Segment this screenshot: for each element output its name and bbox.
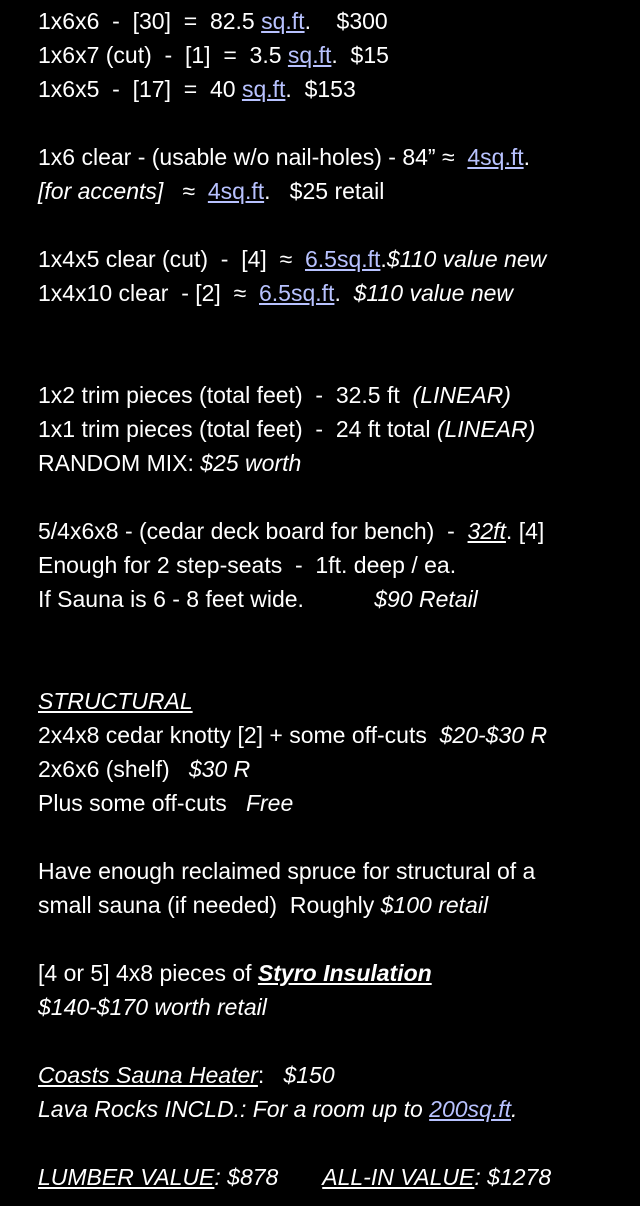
text-line <box>38 174 638 208</box>
text-line <box>38 140 638 174</box>
text-segment: . $15 <box>331 42 389 68</box>
spacer <box>38 480 638 514</box>
text-segment: Styro Insulation <box>257 960 432 986</box>
spacer <box>38 922 638 956</box>
text-line <box>38 1160 638 1194</box>
text-segment: Enough for 2 step-seats - 1ft. deep / ea. <box>38 552 457 578</box>
text-segment: $110 value new <box>386 246 547 272</box>
text-line <box>38 752 638 786</box>
text-line <box>38 1092 638 1126</box>
text-segment: $110 value new <box>353 280 514 306</box>
text-segment: Coasts Sauna Heater <box>38 1062 258 1088</box>
text-segment: 1x6x5 - [17] = 40 <box>38 76 242 102</box>
text-segment: . <box>511 1096 518 1122</box>
spacer <box>38 310 638 378</box>
text-segment: : $1278 <box>474 1164 552 1190</box>
text-segment: Lava Rocks INCLD.: For a room up to <box>38 1096 430 1122</box>
text-segment: $140-$170 worth retail <box>38 994 267 1020</box>
text-segment: . <box>380 246 387 272</box>
text-segment: . $25 retail <box>264 178 385 204</box>
text-segment: $25 worth <box>200 450 302 476</box>
text-line <box>38 582 638 616</box>
area-link[interactable]: sq.ft <box>241 76 286 102</box>
area-link[interactable]: sq.ft <box>287 42 332 68</box>
text-segment: $90 Retail <box>374 586 478 612</box>
text-segment: $150 <box>283 1062 335 1088</box>
area-link[interactable]: 6.5sq.ft <box>304 246 381 272</box>
text-segment: 2x6x6 (shelf) <box>38 756 189 782</box>
text-line <box>38 242 638 276</box>
text-segment: [for accents] <box>38 178 164 204</box>
text-line <box>38 412 638 446</box>
text-segment: . [4] <box>505 518 545 544</box>
text-segment: 2x4x8 cedar knotty [2] + some off-cuts <box>38 722 440 748</box>
area-link[interactable]: 200sq.ft <box>429 1096 511 1122</box>
spacer <box>38 208 638 242</box>
text-segment: Have enough reclaimed spruce for structural of a <box>38 858 536 884</box>
text-segment: 32ft <box>467 518 506 544</box>
text-segment: . $300 <box>304 8 388 34</box>
text-segment: (LINEAR) <box>412 382 511 408</box>
text-line <box>38 72 638 106</box>
text-line <box>38 990 638 1024</box>
text-line <box>38 956 638 990</box>
text-segment: Free <box>245 790 294 816</box>
text-segment: $30 R <box>188 756 251 782</box>
spacer <box>38 616 638 684</box>
text-segment: ALL-IN VALUE <box>322 1164 475 1190</box>
spacer <box>38 1126 638 1160</box>
text-segment: 1x6 clear - (usable w/o nail-holes) - 84” ≈ <box>38 144 468 170</box>
text-segment: : <box>257 1062 284 1088</box>
text-segment: 5/4x6x8 - (cedar deck board for bench) - <box>38 518 468 544</box>
text-segment: If Sauna is 6 - 8 feet wide. <box>38 586 375 612</box>
text-segment: . $153 <box>285 76 356 102</box>
text-segment: 1x1 trim pieces (total feet) - 24 ft total <box>38 416 437 442</box>
text-line <box>38 514 638 548</box>
text-line <box>38 718 638 752</box>
text-line <box>38 378 638 412</box>
text-line <box>38 854 638 888</box>
area-link[interactable]: 6.5sq.ft <box>259 280 335 306</box>
text-segment: STRUCTURAL <box>38 688 193 714</box>
text-segment: $20-$30 R <box>439 722 548 748</box>
area-link[interactable]: 4sq.ft <box>467 144 524 170</box>
text-segment: : $878 <box>214 1164 323 1190</box>
text-line <box>38 786 638 820</box>
document-body <box>38 4 638 1194</box>
text-segment: $100 retail <box>380 892 489 918</box>
text-line <box>38 446 638 480</box>
area-link[interactable]: sq.ft <box>261 8 305 34</box>
text-segment: ≈ <box>163 178 208 204</box>
text-segment: (LINEAR) <box>436 416 536 442</box>
text-segment: 1x2 trim pieces (total feet) - 32.5 ft <box>38 382 413 408</box>
text-segment: 1x4x5 clear (cut) - [4] ≈ <box>38 246 305 272</box>
area-link[interactable]: 4sq.ft <box>207 178 265 204</box>
text-segment: RANDOM MIX: <box>38 450 201 476</box>
text-line <box>38 888 638 922</box>
text-line <box>38 4 638 38</box>
text-segment: small sauna (if needed) Roughly <box>38 892 381 918</box>
text-line <box>38 684 638 718</box>
text-line <box>38 276 638 310</box>
text-line <box>38 38 638 72</box>
text-line <box>38 1058 638 1092</box>
text-segment: . <box>334 280 354 306</box>
text-segment: Plus some off-cuts <box>38 790 246 816</box>
text-segment: . <box>523 144 531 170</box>
spacer <box>38 106 638 140</box>
spacer <box>38 1024 638 1058</box>
spacer <box>38 820 638 854</box>
text-segment: LUMBER VALUE <box>38 1164 215 1190</box>
text-segment: 1x4x10 clear - [2] ≈ <box>38 280 259 306</box>
text-segment: [4 or 5] 4x8 pieces of <box>38 960 258 986</box>
text-segment: 1x6x6 - [30] = 82.5 <box>38 8 262 34</box>
text-line <box>38 548 638 582</box>
text-segment: 1x6x7 (cut) - [1] = 3.5 <box>38 42 288 68</box>
